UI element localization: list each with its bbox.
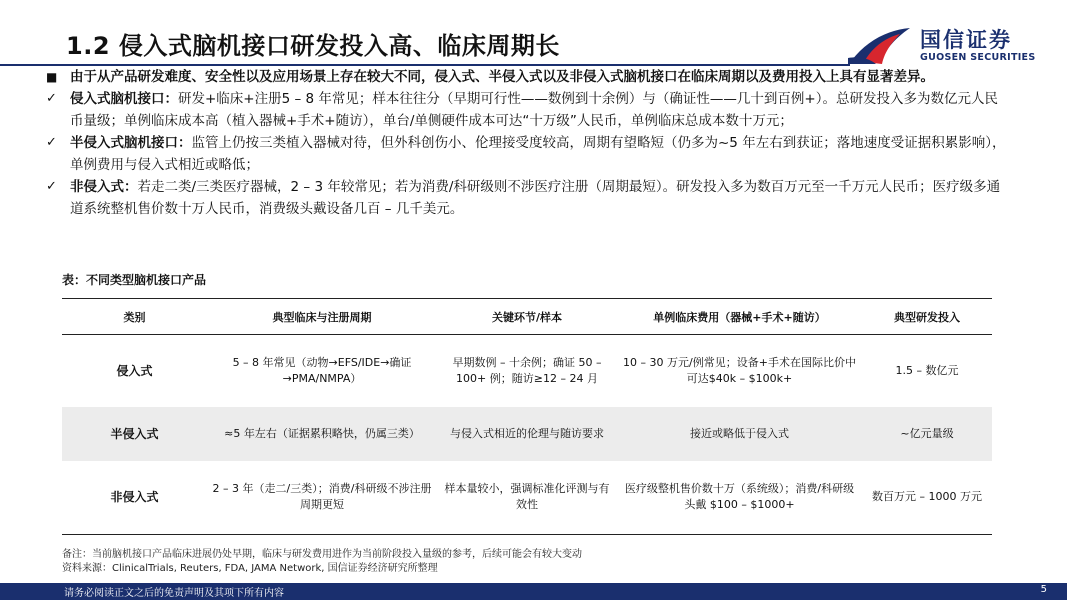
logo-chinese-name: 国信证券	[920, 28, 1012, 52]
category-cell: 半侵入式	[62, 407, 207, 461]
rd-cell: ~亿元量级	[862, 407, 992, 461]
cycle-cell: 5 – 8 年常见（动物→EFS/IDE→确证→PMA/NMPA）	[232, 355, 412, 385]
bullet-semi-invasive	[46, 132, 1006, 176]
cost-cell: 10 – 30 万元/例常见；设备+手术在国际比价中可达$40k – $100k+	[623, 355, 856, 385]
check-icon: ✓	[46, 91, 57, 106]
notes-block	[62, 548, 582, 576]
bullet-text: 研发+临床+注册5 – 8 年常见；样本往往分（早期可行性——数例到十余例）与（确证性——几十到百例+）。总研发投入多为数亿元人民币量级；单例临床成本高（植入器械+手术+随访），单台/单侧硬件成本可达“十万级”人民币，单例临床总成本数十万元；	[70, 91, 998, 129]
cycle-cell: ≈5 年左右（证据累积略快，仍属三类）	[207, 407, 437, 461]
footer-disclaimer: 请务必阅读正文之后的免责声明及其项下所有内容	[64, 588, 284, 599]
column-header: 典型研发投入	[862, 299, 992, 335]
bullet-invasive	[46, 88, 1006, 132]
bullet-lead: 半侵入式脑机接口：	[70, 135, 192, 151]
cost-cell: 医疗级整机售价数十万（系统级）；消费/科研级头戴 $100 – $1000+	[617, 461, 862, 535]
check-icon: ✓	[46, 179, 57, 194]
category-cell: 侵入式	[116, 363, 153, 378]
bullet-non-invasive	[46, 176, 1006, 220]
bci-comparison-table	[62, 298, 992, 535]
bullet-text: 监管上仍按三类植入器械对待，但外科创伤小、伦理接受度较高，周期有望略短（仍多为~5 年左右到获证；落地速度受证据积累影响），单例费用与侵入式相近或略低；	[70, 135, 1006, 173]
guosen-logo	[846, 22, 1046, 66]
sample-cell: 与侵入式相近的伦理与随访要求	[437, 407, 617, 461]
bullet-lead: 侵入式脑机接口：	[70, 91, 178, 107]
column-header: 单例临床费用（器械+手术+随访）	[617, 299, 862, 335]
table-row	[62, 335, 992, 407]
column-header: 类别	[62, 299, 207, 335]
logo-english-name: GUOSEN SECURITIES	[920, 52, 1036, 63]
page-number: 5	[1040, 584, 1047, 595]
table-row	[62, 407, 992, 461]
rd-cell: 数百万元 – 1000 万元	[862, 461, 992, 535]
table-row	[62, 461, 992, 535]
remark-note: 备注：当前脑机接口产品临床进展仍处早期，临床与研发费用进作为当前阶段投入量级的参考，后续可能会有较大变动	[62, 549, 582, 560]
table-header-row	[62, 299, 992, 335]
check-icon: ✓	[46, 135, 57, 150]
bullet-lead: 非侵入式：	[70, 179, 138, 195]
column-header: 典型临床与注册周期	[207, 299, 437, 335]
bullet-text: 若走二类/三类医疗器械，2 – 3 年较常见；若为消费/科研级则不涉医疗注册（周期最短）。研发投入多为数百万元至一千万元人民币；医疗级多通道系统整机售价数十万人民币，消费级头戴设备几百 – 几千美元。	[70, 179, 1001, 217]
sample-cell: 早期数例 – 十余例；确证 50 – 100+ 例；随访≥12 – 24 月	[452, 355, 602, 385]
rd-cell: 1.5 – 数亿元	[895, 363, 959, 377]
category-cell: 非侵入式	[62, 461, 207, 535]
column-header: 关键环节/样本	[437, 299, 617, 335]
bullet-summary	[46, 66, 1006, 88]
bullet-list	[46, 66, 1006, 220]
source-note: 资料来源：ClinicalTrials, Reuters, FDA, JAMA Network, 国信证券经济研究所整理	[62, 563, 438, 574]
bullet-text: 由于从产品研发难度、安全性以及应用场景上存在较大不同，侵入式、半侵入式以及非侵入式脑机接口在临床周期以及费用投入上具有显著差异。	[70, 69, 934, 85]
sample-cell: 样本量较小，强调标准化评测与有效性	[437, 461, 617, 535]
guosen-logo-icon	[846, 22, 916, 66]
cycle-cell: 2 – 3 年（走二/三类）；消费/科研级不涉注册周期更短	[207, 461, 437, 535]
cost-cell: 接近或略低于侵入式	[617, 407, 862, 461]
square-bullet-icon: ■	[46, 70, 58, 84]
footer-bar	[0, 583, 1067, 600]
page-title: 1.2 侵入式脑机接口研发投入高、临床周期长	[66, 32, 560, 60]
table-caption: 表：不同类型脑机接口产品	[62, 273, 207, 287]
